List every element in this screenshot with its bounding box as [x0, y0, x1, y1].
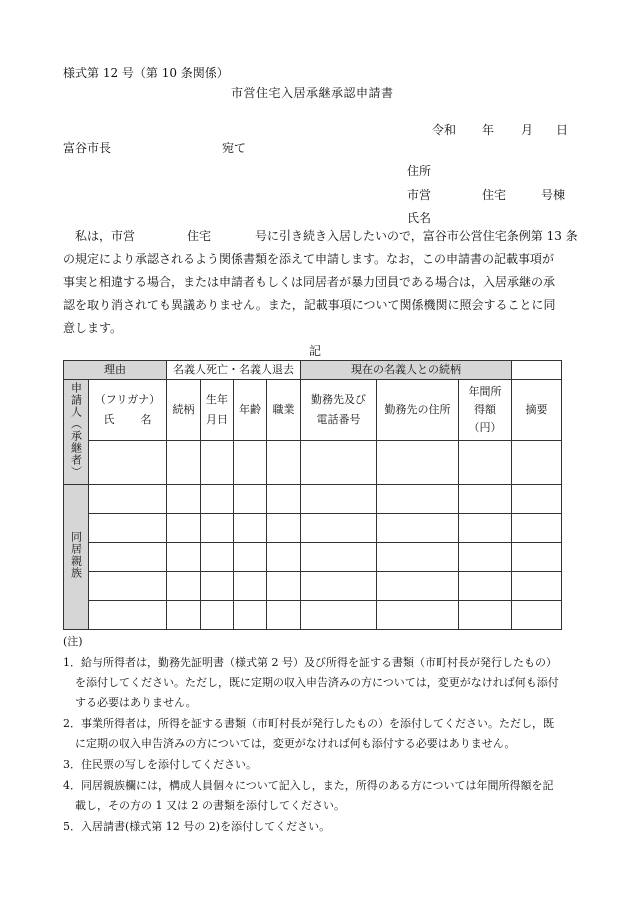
family-cell[interactable] [89, 572, 167, 601]
family-cell[interactable] [234, 572, 267, 601]
applicant-job-cell[interactable] [267, 441, 301, 485]
name-label: 氏名 [407, 211, 432, 225]
family-cell[interactable] [267, 543, 301, 572]
applicant-name-cell[interactable] [89, 441, 167, 485]
family-cell[interactable] [89, 543, 167, 572]
date-month: 月 [521, 123, 534, 137]
family-cell[interactable] [301, 572, 377, 601]
body-line-5: 意します。 [63, 321, 123, 335]
table-row [64, 572, 562, 601]
family-cell[interactable] [89, 601, 167, 630]
family-cell[interactable] [512, 601, 562, 630]
family-cell[interactable] [301, 514, 377, 543]
housing-prefix: 市営 [407, 188, 432, 202]
date-era: 令和 [432, 123, 457, 137]
header-income: 年間所 得額 （円） [459, 380, 512, 441]
family-cell[interactable] [201, 485, 234, 514]
family-cell[interactable] [234, 543, 267, 572]
note-2b: に定期の収入申告済みの方については，変更がなければ何も添付する必要はありません。 [75, 737, 516, 750]
applicant-age-cell[interactable] [234, 441, 267, 485]
header-workplace: 勤務先及び 電話番号 [301, 380, 377, 441]
family-label: 同居親族 [64, 485, 89, 630]
note-1b: を添付してください。ただし，既に定期の収入申告済みの方については，変更がなければ何も添付 [75, 676, 559, 689]
date-year: 年 [482, 123, 495, 137]
family-cell[interactable] [459, 543, 512, 572]
family-cell[interactable] [89, 514, 167, 543]
family-cell[interactable] [512, 485, 562, 514]
family-cell[interactable] [377, 601, 459, 630]
family-cell[interactable] [201, 601, 234, 630]
note-4a: 4．同居親族欄には，構成人員個々について記入し，また，所得のある方については年間所得額を記 [63, 779, 554, 792]
header-job: 職業 [267, 380, 301, 441]
family-cell[interactable] [377, 485, 459, 514]
body-line-1a: 私は，市営 [75, 229, 136, 243]
ki-label: 記 [309, 344, 322, 358]
applicant-income-cell[interactable] [459, 441, 512, 485]
family-cell[interactable] [201, 543, 234, 572]
header-work-address: 勤務先の住所 [377, 380, 459, 441]
table-row [64, 543, 562, 572]
table-row [64, 485, 562, 514]
reason-value: 名義人死亡・名義人退去 [167, 361, 301, 380]
note-1c: する必要はありません。 [75, 696, 197, 709]
family-cell[interactable] [234, 601, 267, 630]
table-row [64, 601, 562, 630]
family-cell[interactable] [234, 514, 267, 543]
applicant-birth-cell[interactable] [201, 441, 234, 485]
family-cell[interactable] [459, 514, 512, 543]
family-cell[interactable] [167, 572, 201, 601]
family-cell[interactable] [167, 601, 201, 630]
applicant-remarks-cell[interactable] [512, 441, 562, 485]
family-cell[interactable] [267, 601, 301, 630]
family-cell[interactable] [301, 543, 377, 572]
note-2a: 2．事業所得者は，所得を証する書類（市町村長が発行したもの）を添付してください。ただし，既 [63, 717, 554, 730]
addressee-suffix: 宛て [222, 141, 247, 155]
family-cell[interactable] [167, 514, 201, 543]
family-cell[interactable] [301, 485, 377, 514]
family-cell[interactable] [234, 485, 267, 514]
addressee-name: 富谷市長 [63, 141, 112, 155]
note-1a: 1．給与所得者は，勤務先証明書（様式第 2 号）及び所得を証する書類（市町村長が発行したもの） [63, 656, 557, 669]
header-age: 年齢 [234, 380, 267, 441]
family-cell[interactable] [167, 485, 201, 514]
header-name: （フリガナ） 氏 名 [89, 380, 167, 441]
relation-label: 現在の名義人との続柄 [301, 361, 512, 380]
body-line-1b: 住宅 [187, 229, 212, 243]
family-cell[interactable] [167, 543, 201, 572]
header-relation: 続柄 [167, 380, 201, 441]
family-cell[interactable] [267, 514, 301, 543]
family-cell[interactable] [201, 514, 234, 543]
family-cell[interactable] [377, 572, 459, 601]
note-4b: 載し，その方の 1 又は 2 の書類を添付してください。 [75, 799, 345, 812]
family-cell[interactable] [459, 601, 512, 630]
reason-label: 理由 [64, 361, 167, 380]
body-line-3: 事実と相違する場合，または申請者もしくは同居者が暴力団員である場合は，入居承継の承 [63, 275, 556, 289]
family-cell[interactable] [512, 514, 562, 543]
family-cell[interactable] [377, 543, 459, 572]
family-cell[interactable] [267, 572, 301, 601]
table-row [64, 441, 562, 485]
notes-heading: (注) [63, 635, 83, 648]
housing-label: 住宅 [482, 188, 507, 202]
applicant-relation-cell[interactable] [167, 441, 201, 485]
applicant-label: 申請人（承継者） [64, 380, 89, 485]
table-row [64, 514, 562, 543]
header-remarks: 摘要 [512, 380, 562, 441]
family-cell[interactable] [512, 543, 562, 572]
building-label: 号棟 [541, 188, 566, 202]
header-birth: 生年 月日 [201, 380, 234, 441]
applicant-work-address-cell[interactable] [377, 441, 459, 485]
family-cell[interactable] [89, 485, 167, 514]
body-line-2: の規定により承認されるよう関係書類を添えて申請します。なお，この申請書の記載事項が [63, 252, 555, 266]
date-day: 日 [556, 123, 569, 137]
body-line-1c: 号に引き続き入居したいので，富谷市公営住宅条例第 13 条 [255, 229, 578, 243]
note-3: 3．住民票の写しを添付してください。 [63, 758, 257, 771]
applicant-workplace-cell[interactable] [301, 441, 377, 485]
family-cell[interactable] [267, 485, 301, 514]
family-cell[interactable] [377, 514, 459, 543]
applicant-table [63, 360, 562, 630]
family-cell[interactable] [512, 572, 562, 601]
address-label: 住所 [407, 164, 432, 178]
family-cell[interactable] [201, 572, 234, 601]
family-cell[interactable] [459, 485, 512, 514]
page-title: 市営住宅入居承継承認申請書 [231, 86, 394, 100]
body-line-4: 認を取り消されても異議ありません。また，記載事項について関係機関に照会することに同 [63, 298, 556, 312]
relation-value[interactable] [512, 361, 562, 380]
family-cell[interactable] [301, 601, 377, 630]
note-5: 5．入居請書(様式第 12 号の 2)を添付してください。 [63, 820, 331, 833]
form-id: 様式第 12 号（第 10 条関係） [63, 66, 229, 80]
family-cell[interactable] [459, 572, 512, 601]
